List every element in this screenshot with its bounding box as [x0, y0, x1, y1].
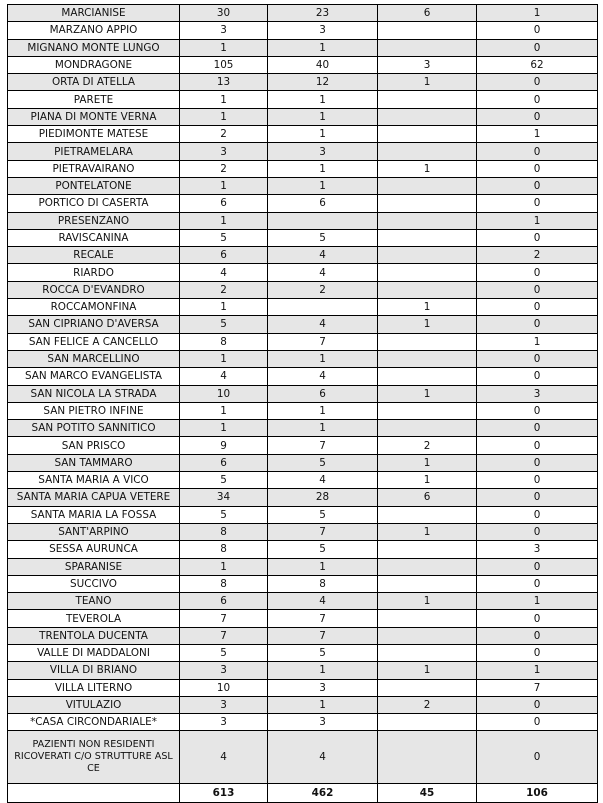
totals-label-cell	[8, 784, 180, 803]
municipality-cell: SANTA MARIA LA FOSSA	[8, 506, 180, 523]
value-cell: 5	[180, 472, 268, 489]
value-cell: 7	[268, 437, 378, 454]
value-cell: 4	[268, 247, 378, 264]
value-cell	[378, 195, 477, 212]
value-cell	[378, 229, 477, 246]
municipality-cell: ORTA DI ATELLA	[8, 74, 180, 91]
value-cell	[268, 299, 378, 316]
value-cell	[378, 143, 477, 160]
table-row	[8, 610, 598, 627]
municipality-cell: SAN MARCO EVANGELISTA	[8, 368, 180, 385]
municipality-cell: RECALE	[8, 247, 180, 264]
value-cell	[378, 558, 477, 575]
value-cell: 4	[180, 731, 268, 784]
value-cell: 0	[477, 437, 598, 454]
value-cell: 3	[180, 143, 268, 160]
value-cell: 0	[477, 22, 598, 39]
value-cell: 1	[477, 333, 598, 350]
value-cell: 10	[180, 385, 268, 402]
municipality-cell: TRENTOLA DUCENTA	[8, 627, 180, 644]
municipality-cell: RIARDO	[8, 264, 180, 281]
value-cell: 1	[180, 350, 268, 367]
value-cell: 1	[268, 696, 378, 713]
municipality-cell: ROCCAMONFINA	[8, 299, 180, 316]
municipality-cell: PRESENZANO	[8, 212, 180, 229]
table-row	[8, 299, 598, 316]
value-cell	[378, 610, 477, 627]
table-row	[8, 489, 598, 506]
value-cell	[378, 402, 477, 419]
table-row	[8, 264, 598, 281]
value-cell: 1	[268, 350, 378, 367]
value-cell	[378, 575, 477, 592]
table-row	[8, 593, 598, 610]
value-cell: 7	[268, 523, 378, 540]
value-cell: 1	[378, 472, 477, 489]
value-cell: 1	[378, 316, 477, 333]
value-cell: 1	[180, 558, 268, 575]
value-cell: 1	[180, 420, 268, 437]
municipality-cell: PORTICO DI CASERTA	[8, 195, 180, 212]
value-cell: 23	[268, 5, 378, 22]
municipality-cell: ROCCA D'EVANDRO	[8, 281, 180, 298]
value-cell: 2	[180, 126, 268, 143]
value-cell: 1	[378, 523, 477, 540]
municipality-cell: VITULAZIO	[8, 696, 180, 713]
municipality-cell: SESSA AURUNCA	[8, 541, 180, 558]
municipality-cell: SAN FELICE A CANCELLO	[8, 333, 180, 350]
value-cell: 3	[180, 22, 268, 39]
value-cell: 1	[378, 454, 477, 471]
value-cell: 5	[180, 644, 268, 661]
table-row	[8, 177, 598, 194]
value-cell: 3	[378, 56, 477, 73]
value-cell: 1	[268, 160, 378, 177]
value-cell: 3	[477, 541, 598, 558]
value-cell: 4	[268, 731, 378, 784]
value-cell	[378, 420, 477, 437]
value-cell: 5	[268, 541, 378, 558]
value-cell	[378, 541, 477, 558]
municipality-cell: VILLA DI BRIANO	[8, 662, 180, 679]
table-row	[8, 316, 598, 333]
municipality-cell: MIGNANO MONTE LUNGO	[8, 39, 180, 56]
municipality-cell: MARZANO APPIO	[8, 22, 180, 39]
value-cell	[378, 281, 477, 298]
value-cell: 0	[477, 506, 598, 523]
value-cell	[378, 212, 477, 229]
value-cell: 5	[268, 644, 378, 661]
value-cell: 4	[268, 264, 378, 281]
value-cell: 6	[378, 489, 477, 506]
value-cell: 0	[477, 575, 598, 592]
value-cell: 5	[180, 229, 268, 246]
value-cell: 2	[477, 247, 598, 264]
municipality-table	[7, 4, 598, 803]
value-cell: 1	[477, 5, 598, 22]
value-cell: 4	[268, 316, 378, 333]
table-row	[8, 91, 598, 108]
value-cell: 9	[180, 437, 268, 454]
table-row	[8, 541, 598, 558]
value-cell: 1	[180, 177, 268, 194]
table-row	[8, 506, 598, 523]
municipality-cell: VALLE DI MADDALONI	[8, 644, 180, 661]
value-cell: 7	[180, 627, 268, 644]
total-cell: 106	[477, 784, 598, 803]
table-row	[8, 108, 598, 125]
value-cell: 2	[180, 160, 268, 177]
table-row	[8, 644, 598, 661]
table-row	[8, 229, 598, 246]
municipality-cell: PONTELATONE	[8, 177, 180, 194]
value-cell: 1	[378, 299, 477, 316]
municipality-cell: *CASA CIRCONDARIALE*	[8, 714, 180, 731]
value-cell: 1	[180, 402, 268, 419]
value-cell: 62	[477, 56, 598, 73]
table-row	[8, 437, 598, 454]
value-cell: 0	[477, 523, 598, 540]
value-cell: 6	[180, 454, 268, 471]
value-cell: 0	[477, 696, 598, 713]
table-row	[8, 143, 598, 160]
value-cell: 6	[180, 195, 268, 212]
value-cell: 1	[477, 593, 598, 610]
value-cell: 2	[180, 281, 268, 298]
table-row	[8, 368, 598, 385]
value-cell: 1	[378, 74, 477, 91]
value-cell: 8	[268, 575, 378, 592]
value-cell: 3	[180, 714, 268, 731]
municipality-cell: SAN PIETRO INFINE	[8, 402, 180, 419]
value-cell: 6	[268, 385, 378, 402]
value-cell	[378, 333, 477, 350]
table-row	[8, 714, 598, 731]
value-cell: 5	[268, 229, 378, 246]
value-cell: 0	[477, 714, 598, 731]
value-cell: 0	[477, 160, 598, 177]
value-cell: 0	[477, 420, 598, 437]
value-cell: 30	[180, 5, 268, 22]
table-row	[8, 523, 598, 540]
value-cell: 0	[477, 558, 598, 575]
value-cell	[378, 22, 477, 39]
value-cell: 0	[477, 610, 598, 627]
table-row	[8, 160, 598, 177]
municipality-cell: SANTA MARIA A VICO	[8, 472, 180, 489]
value-cell	[378, 644, 477, 661]
table-row	[8, 212, 598, 229]
table-row	[8, 333, 598, 350]
value-cell: 7	[268, 610, 378, 627]
value-cell: 7	[180, 610, 268, 627]
value-cell: 4	[268, 593, 378, 610]
value-cell: 0	[477, 299, 598, 316]
table-row	[8, 696, 598, 713]
value-cell: 0	[477, 39, 598, 56]
value-cell: 6	[180, 247, 268, 264]
value-cell: 8	[180, 333, 268, 350]
value-cell: 1	[180, 108, 268, 125]
value-cell: 0	[477, 489, 598, 506]
value-cell: 1	[268, 402, 378, 419]
value-cell: 0	[477, 195, 598, 212]
table-row	[8, 385, 598, 402]
value-cell: 0	[477, 108, 598, 125]
value-cell: 34	[180, 489, 268, 506]
value-cell: 2	[378, 437, 477, 454]
table-row	[8, 454, 598, 471]
value-cell: 28	[268, 489, 378, 506]
value-cell: 4	[268, 472, 378, 489]
value-cell: 1	[378, 160, 477, 177]
value-cell: 1	[268, 126, 378, 143]
value-cell: 0	[477, 177, 598, 194]
value-cell: 13	[180, 74, 268, 91]
value-cell: 8	[180, 541, 268, 558]
value-cell: 0	[477, 91, 598, 108]
value-cell: 2	[378, 696, 477, 713]
value-cell: 1	[378, 593, 477, 610]
value-cell: 7	[477, 679, 598, 696]
table-row	[8, 39, 598, 56]
value-cell: 1	[268, 662, 378, 679]
table-row	[8, 558, 598, 575]
table-row	[8, 281, 598, 298]
value-cell: 12	[268, 74, 378, 91]
table-row	[8, 662, 598, 679]
value-cell: 4	[268, 368, 378, 385]
value-cell	[268, 212, 378, 229]
table-row	[8, 731, 598, 784]
table-row	[8, 5, 598, 22]
value-cell: 3	[268, 22, 378, 39]
value-cell	[378, 247, 477, 264]
municipality-cell: PAZIENTI NON RESIDENTI RICOVERATI C/O STRUTTURE ASL CE	[8, 731, 180, 784]
value-cell: 2	[268, 281, 378, 298]
value-cell: 1	[268, 420, 378, 437]
table-row	[8, 22, 598, 39]
value-cell: 8	[180, 523, 268, 540]
value-cell: 0	[477, 731, 598, 784]
municipality-cell: SANT'ARPINO	[8, 523, 180, 540]
municipality-cell: TEANO	[8, 593, 180, 610]
value-cell: 0	[477, 74, 598, 91]
value-cell	[378, 39, 477, 56]
value-cell	[378, 91, 477, 108]
value-cell: 1	[268, 558, 378, 575]
value-cell: 4	[180, 368, 268, 385]
municipality-cell: SAN CIPRIANO D'AVERSA	[8, 316, 180, 333]
table-row	[8, 74, 598, 91]
municipality-cell: VILLA LITERNO	[8, 679, 180, 696]
value-cell: 0	[477, 472, 598, 489]
value-cell: 40	[268, 56, 378, 73]
table-row	[8, 195, 598, 212]
value-cell: 0	[477, 143, 598, 160]
value-cell	[378, 731, 477, 784]
table-row	[8, 575, 598, 592]
value-cell: 5	[268, 506, 378, 523]
value-cell: 0	[477, 402, 598, 419]
value-cell	[378, 177, 477, 194]
municipality-cell: SAN POTITO SANNITICO	[8, 420, 180, 437]
value-cell: 1	[180, 212, 268, 229]
value-cell	[378, 679, 477, 696]
value-cell: 105	[180, 56, 268, 73]
value-cell: 1	[378, 385, 477, 402]
value-cell: 7	[268, 627, 378, 644]
value-cell: 3	[268, 143, 378, 160]
value-cell: 0	[477, 368, 598, 385]
value-cell: 0	[477, 644, 598, 661]
value-cell	[378, 350, 477, 367]
municipality-cell: PIETRAVAIRANO	[8, 160, 180, 177]
totals-row	[8, 784, 598, 803]
value-cell	[378, 126, 477, 143]
value-cell: 0	[477, 454, 598, 471]
value-cell	[378, 264, 477, 281]
municipality-cell: SUCCIVO	[8, 575, 180, 592]
value-cell	[378, 108, 477, 125]
value-cell: 0	[477, 350, 598, 367]
value-cell: 10	[180, 679, 268, 696]
value-cell: 1	[268, 108, 378, 125]
value-cell: 0	[477, 264, 598, 281]
value-cell: 1	[180, 39, 268, 56]
table-row	[8, 420, 598, 437]
total-cell: 613	[180, 784, 268, 803]
value-cell: 0	[477, 229, 598, 246]
value-cell: 7	[268, 333, 378, 350]
value-cell: 0	[477, 316, 598, 333]
municipality-cell: PIEDIMONTE MATESE	[8, 126, 180, 143]
value-cell: 0	[477, 627, 598, 644]
value-cell: 1	[378, 662, 477, 679]
table-row	[8, 350, 598, 367]
municipality-cell: SAN PRISCO	[8, 437, 180, 454]
value-cell: 1	[180, 299, 268, 316]
value-cell: 5	[268, 454, 378, 471]
value-cell	[378, 627, 477, 644]
value-cell: 3	[180, 696, 268, 713]
municipality-cell: MONDRAGONE	[8, 56, 180, 73]
value-cell: 5	[180, 506, 268, 523]
value-cell: 1	[268, 91, 378, 108]
value-cell: 1	[477, 662, 598, 679]
municipality-cell: SAN NICOLA LA STRADA	[8, 385, 180, 402]
value-cell: 6	[268, 195, 378, 212]
municipality-cell: PIETRAMELARA	[8, 143, 180, 160]
value-cell: 1	[268, 177, 378, 194]
municipality-cell: SPARANISE	[8, 558, 180, 575]
value-cell	[378, 714, 477, 731]
value-cell: 3	[180, 662, 268, 679]
municipality-cell: TEVEROLA	[8, 610, 180, 627]
municipality-cell: PIANA DI MONTE VERNA	[8, 108, 180, 125]
value-cell	[378, 368, 477, 385]
table-row	[8, 56, 598, 73]
value-cell	[378, 506, 477, 523]
municipality-cell: SANTA MARIA CAPUA VETERE	[8, 489, 180, 506]
value-cell: 0	[477, 281, 598, 298]
value-cell: 1	[180, 91, 268, 108]
value-cell: 1	[268, 39, 378, 56]
value-cell: 6	[180, 593, 268, 610]
table-row	[8, 402, 598, 419]
total-cell: 462	[268, 784, 378, 803]
value-cell: 3	[268, 679, 378, 696]
table-row	[8, 247, 598, 264]
value-cell: 8	[180, 575, 268, 592]
value-cell: 3	[268, 714, 378, 731]
value-cell: 6	[378, 5, 477, 22]
value-cell: 5	[180, 316, 268, 333]
municipality-cell: SAN MARCELLINO	[8, 350, 180, 367]
table-row	[8, 126, 598, 143]
table-row	[8, 627, 598, 644]
table-row	[8, 679, 598, 696]
total-cell: 45	[378, 784, 477, 803]
value-cell: 1	[477, 126, 598, 143]
municipality-cell: MARCIANISE	[8, 5, 180, 22]
municipality-cell: PARETE	[8, 91, 180, 108]
municipality-cell: RAVISCANINA	[8, 229, 180, 246]
municipality-cell: SAN TAMMARO	[8, 454, 180, 471]
value-cell: 4	[180, 264, 268, 281]
value-cell: 3	[477, 385, 598, 402]
value-cell: 1	[477, 212, 598, 229]
table-row	[8, 472, 598, 489]
